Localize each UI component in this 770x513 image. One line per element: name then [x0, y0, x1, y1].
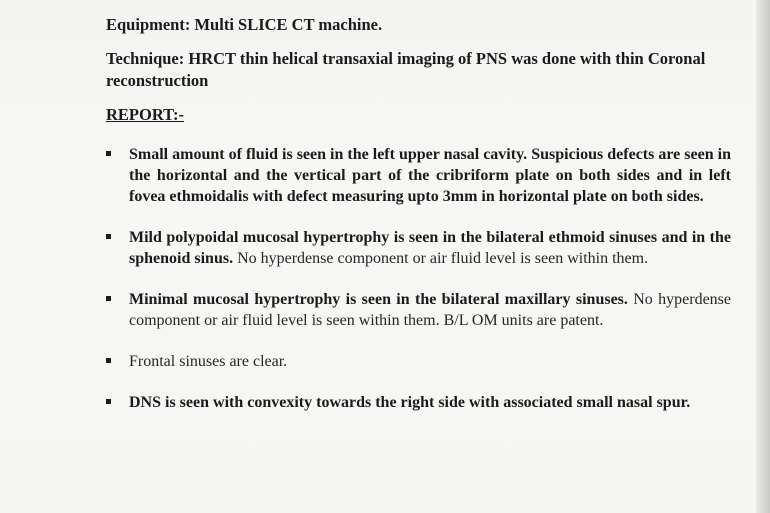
technique-value: HRCT thin helical transaxial imaging of PNS was done with thin Coronal reconstruction — [106, 49, 706, 90]
square-bullet-icon — [106, 399, 111, 404]
finding-bold-text: Mild polypoidal mucosal hypertrophy is seen in the bilateral ethmoid sinuses and in the sphenoid sinus. — [129, 229, 731, 267]
finding-bold-text: DNS is seen with convexity towards the right side with associated small nasal spur. — [129, 394, 691, 411]
finding-item — [106, 227, 731, 269]
finding-normal-text: No hyperdense component or air fluid level is seen within them. B/L OM units are patent. — [129, 291, 732, 329]
finding-item — [106, 144, 731, 207]
equipment-value: Multi SLICE CT machine. — [194, 15, 383, 34]
report-heading: REPORT:- — [106, 105, 184, 124]
square-bullet-icon — [106, 151, 111, 156]
finding-item — [106, 392, 731, 413]
finding-item — [106, 351, 731, 372]
finding-normal-text: Frontal sinuses are clear. — [129, 353, 288, 370]
square-bullet-icon — [106, 358, 111, 363]
technique-line — [106, 48, 731, 92]
finding-bold-text: Minimal mucosal hypertrophy is seen in the bilateral maxillary sinuses. — [129, 291, 628, 308]
equipment-line — [106, 14, 731, 36]
findings-list — [106, 144, 731, 413]
square-bullet-icon — [106, 234, 111, 239]
paper-edge — [756, 0, 770, 513]
report-document — [106, 14, 731, 433]
square-bullet-icon — [106, 296, 111, 301]
equipment-label: Equipment: — [106, 15, 191, 34]
finding-item — [106, 289, 731, 331]
technique-label: Technique: — [106, 49, 185, 68]
finding-bold-text: Small amount of fluid is seen in the left upper nasal cavity. Suspicious defects are seen in the horizontal and the vertical part of the cribriform plate on both sides and in left fovea ethmoidalis with defect measuring upto 3mm in horizontal plate on both sides. — [129, 146, 731, 205]
finding-normal-text: No hyperdense component or air fluid level is seen within them. — [233, 250, 649, 267]
